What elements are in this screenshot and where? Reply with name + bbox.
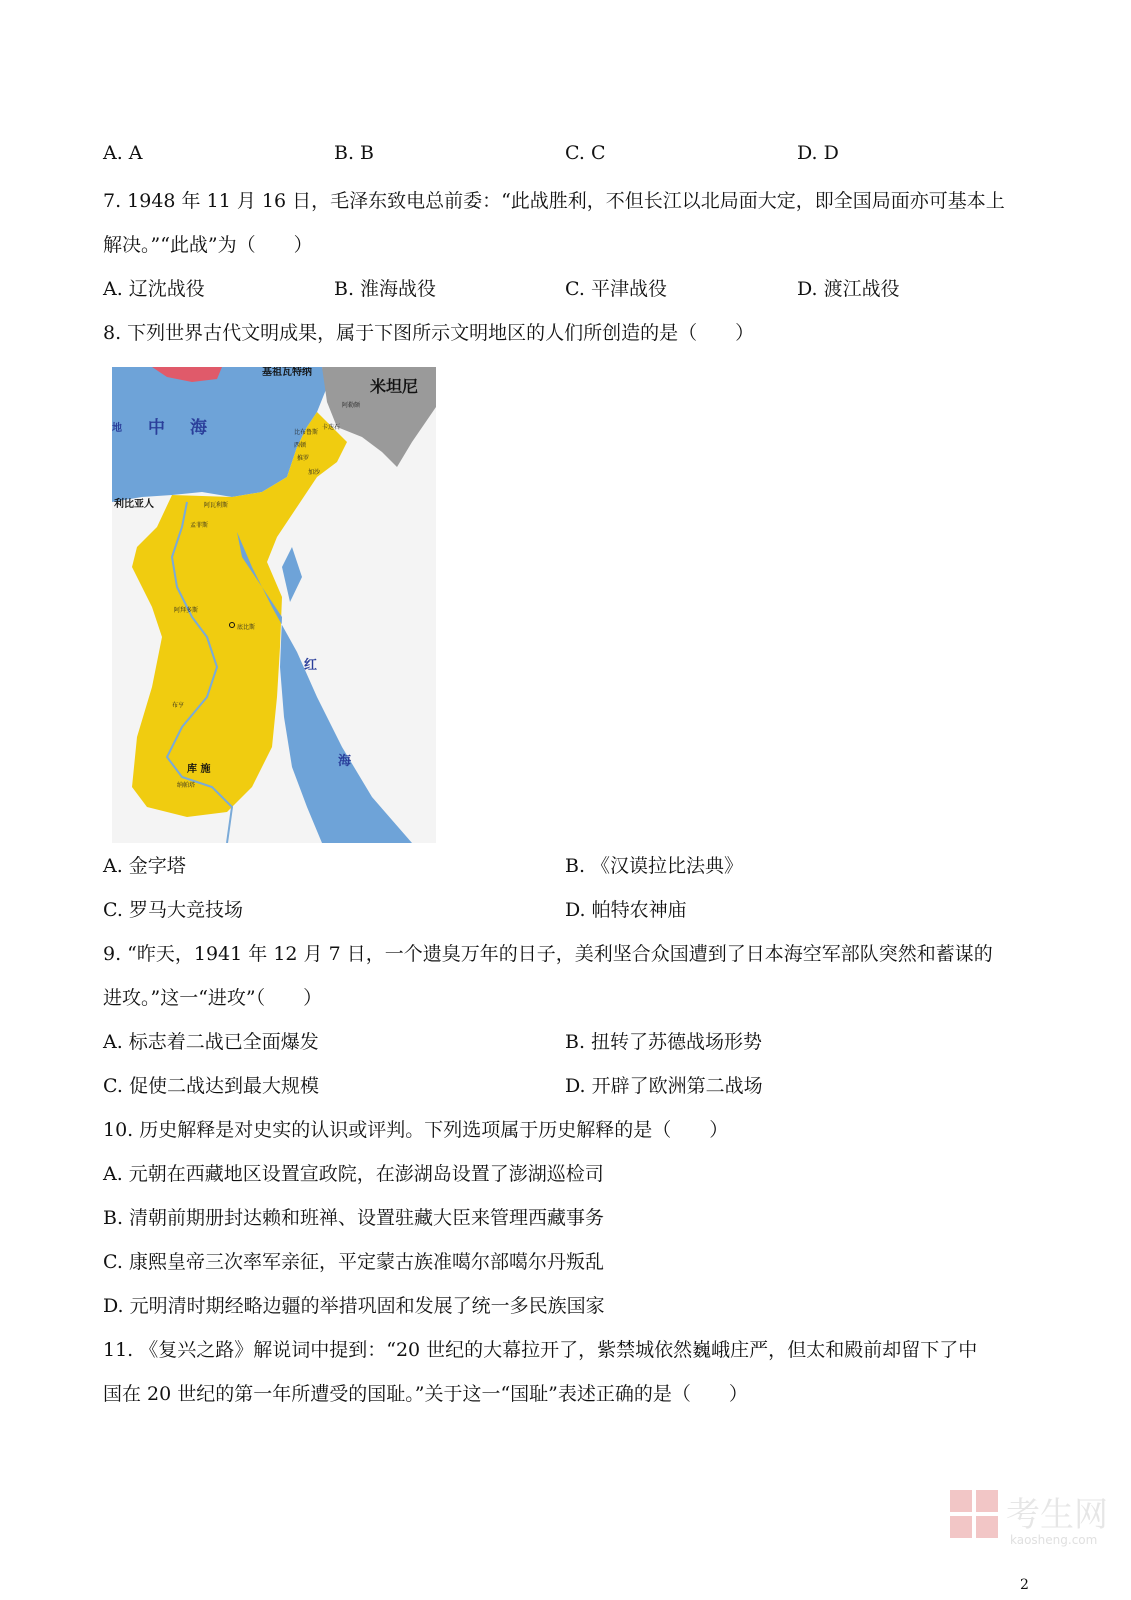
watermark-url: kaosheng.com	[1010, 1533, 1098, 1547]
q6-option-a: A. A	[103, 142, 143, 164]
map-city: 孟菲斯	[190, 522, 209, 529]
map-label-mitanni: 米坦尼	[370, 377, 419, 396]
q7-stem-line1: 7. 1948 年 11 月 16 日，毛泽东致电总前委：“此战胜利，不但长江以北局面大定，即全国局面亦可基本上	[103, 190, 1005, 212]
egypt-map	[112, 367, 436, 843]
q8-stem: 8. 下列世界古代文明成果，属于下图所示文明地区的人们所创造的是（ ）	[103, 322, 755, 344]
q6-option-c: C. C	[565, 142, 606, 164]
q11-stem-line2: 国在 20 世纪的第一年所遭受的国耻。”关于这一“国耻”表述正确的是（ ）	[103, 1383, 748, 1405]
q10-option-c: C. 康熙皇帝三次率军亲征，平定蒙古族准噶尔部噶尔丹叛乱	[103, 1251, 604, 1273]
page-number: 2	[1020, 1577, 1029, 1593]
q9-stem-line2: 进攻。”这一“进攻”（ ）	[103, 987, 323, 1009]
q8-option-c: C. 罗马大竞技场	[103, 899, 243, 921]
map-label-red-hai: 海	[338, 754, 352, 769]
map-city: 比布鲁斯	[294, 429, 319, 436]
q7-option-c: C. 平津战役	[565, 278, 667, 300]
q8-option-d: D. 帕特农神庙	[565, 899, 687, 921]
q9-option-a: A. 标志着二战已全面爆发	[103, 1031, 319, 1053]
watermark-logo	[950, 1482, 1120, 1552]
map-label-top: 基祖瓦特纳	[262, 367, 312, 378]
map-label-kush: 库 施	[187, 764, 211, 775]
watermark-square-icon	[950, 1490, 972, 1512]
q6-option-b: B. B	[334, 142, 375, 164]
q7-option-a: A. 辽沈战役	[103, 278, 205, 300]
q7-option-d: D. 渡江战役	[797, 278, 900, 300]
q10-stem: 10. 历史解释是对史实的认识或评判。下列选项属于历史解释的是（ ）	[103, 1119, 729, 1141]
q10-option-b: B. 清朝前期册封达赖和班禅、设置驻藏大臣来管理西藏事务	[103, 1207, 605, 1229]
map-city: 阿勒颇	[342, 402, 361, 409]
map-city: 纳帕塔	[177, 782, 196, 789]
watermark-square-icon	[976, 1516, 998, 1538]
q9-option-d: D. 开辟了欧洲第二战场	[565, 1075, 763, 1097]
map-city: 卡迭石	[322, 424, 341, 431]
q6-option-d: D. D	[797, 142, 839, 164]
q7-stem-line2: 解决。”“此战”为（ ）	[103, 234, 313, 256]
map-city: 阿拜多斯	[174, 607, 199, 614]
map-city: 布亨	[172, 702, 185, 709]
map-label-sea-fragment: 地	[112, 423, 122, 434]
map-city: 加沙	[308, 469, 321, 476]
q7-option-b: B. 淮海战役	[334, 278, 437, 300]
map-city: 西顿	[294, 442, 307, 449]
q8-option-a: A. 金字塔	[103, 855, 186, 877]
map-label-hai: 海	[190, 418, 207, 438]
watermark-square-icon	[950, 1516, 972, 1538]
q8-option-b: B. 《汉谟拉比法典》	[565, 855, 744, 877]
map-label-zhong: 中	[148, 418, 165, 438]
map-city: 推罗	[297, 455, 310, 462]
q9-option-b: B. 扭转了苏德战场形势	[565, 1031, 763, 1053]
watermark-brand: 考生网	[1006, 1495, 1108, 1535]
q11-stem-line1: 11. 《复兴之路》解说词中提到：“20 世纪的大幕拉开了，紫禁城依然巍峨庄严，但太和殿前却留下了中	[103, 1339, 978, 1361]
map-label-red: 红	[304, 658, 318, 673]
watermark-square-icon	[976, 1490, 998, 1512]
map-label-libya: 利比亚人	[114, 499, 154, 510]
q9-option-c: C. 促使二战达到最大规模	[103, 1075, 319, 1097]
q9-stem-line1: 9. “昨天，1941 年 12 月 7 日，一个遗臭万年的日子，美利坚合众国遭到了日本海空军部队突然和蓄谋的	[103, 943, 993, 965]
q10-option-a: A. 元朝在西藏地区设置宣政院，在澎湖岛设置了澎湖巡检司	[103, 1163, 604, 1185]
q10-option-d: D. 元明清时期经略边疆的举措巩固和发展了统一多民族国家	[103, 1295, 605, 1317]
map-city: 阿瓦利斯	[204, 502, 229, 509]
map-city: 底比斯	[237, 624, 256, 631]
